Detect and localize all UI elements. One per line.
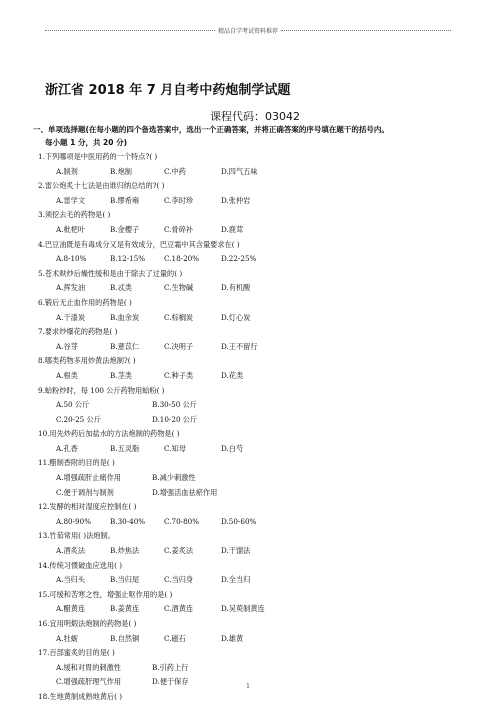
answer-option: B.缪希雍: [110, 195, 140, 205]
question-stem: 9.蛤粉炒时，每 100 公斤药物用蛤粉( ): [38, 385, 165, 395]
answer-option: B.薏苡仁: [110, 341, 140, 351]
question-stem: 16.宜用明煅法炮制的药物是( ): [38, 619, 137, 628]
answer-option: A.根类: [56, 370, 78, 380]
answer-option: C.棕榈炭: [164, 312, 194, 322]
option-row: [46, 602, 466, 617]
page-header: [45, 24, 451, 36]
answer-option: A.谷芽: [56, 341, 78, 351]
option-row: [46, 223, 466, 238]
question-stem: 6.锻后无止血作用的药物是( ): [38, 297, 132, 307]
option-row: [46, 369, 466, 384]
question-stem: 7.要求炒爆花的药物是( ): [38, 327, 118, 337]
answer-option: D.便于保存: [152, 677, 189, 687]
answer-option: D.10-20 公斤: [152, 414, 198, 424]
answer-option: A.制剂: [56, 166, 78, 176]
question-stem: 3.须挖去毛的药物是( ): [38, 210, 111, 220]
question-stem: 11.醋制香附的目的是( ): [38, 458, 115, 468]
answer-option: A.干漆炭: [56, 312, 86, 322]
option-row: [46, 573, 466, 588]
question-stem: 1.下列哪项是中医用药的一个特点?( ): [38, 152, 158, 161]
answer-option: C.当归身: [164, 575, 194, 585]
answer-option: B.血余炭: [110, 312, 140, 322]
answer-option: C.骨碎补: [164, 224, 194, 234]
answer-option: C.酒黄连: [164, 604, 194, 614]
option-row: [46, 398, 466, 413]
answer-option: D.雄黄: [221, 633, 244, 643]
answer-option: A.醋黄连: [56, 604, 86, 614]
answer-option: B.减少刺激性: [152, 473, 196, 483]
answer-option: A.当归头: [56, 575, 86, 585]
option-row: [46, 515, 466, 530]
answer-option: D.白芍: [221, 443, 244, 453]
option-row: [46, 194, 466, 209]
answer-option: A.雷学文: [56, 195, 86, 205]
answer-option: C.磁石: [164, 633, 186, 643]
answer-option: D.张仲岩: [221, 195, 251, 205]
answer-option: C.增强疏肝理气作用: [56, 677, 122, 687]
question-stem: 2.雷公炮炙十七法是由谁归纳总结的?( ): [38, 181, 165, 191]
option-row: [46, 632, 466, 647]
question-stem: 14.传统习惯破血应选用( ): [38, 560, 123, 570]
answer-option: D.四气五味: [221, 166, 258, 176]
answer-option: D.吴萸制黄连: [221, 604, 265, 614]
option-row: [46, 340, 466, 355]
answer-option: A.80-90%: [56, 516, 92, 526]
option-row: [46, 442, 466, 457]
option-row: [46, 471, 466, 486]
header-dots-left: [45, 30, 215, 31]
answer-option: C.生物碱: [164, 283, 194, 293]
option-row: [46, 544, 466, 559]
answer-option: A.牡蛎: [56, 633, 78, 643]
answer-option: C.姜炙法: [164, 546, 194, 556]
answer-option: D.全当归: [221, 575, 251, 585]
answer-option: B.姜黄连: [110, 604, 140, 614]
question-stem: 17.百部蜜炙的目的是( ): [38, 648, 115, 658]
answer-option: B.茎类: [110, 370, 132, 380]
question-stem: 12.发酵的相对湿度应控制在( ): [38, 502, 137, 512]
option-row: [46, 165, 466, 180]
exam-title: 浙江省 2018 年 7 月自考中药炮制学试题: [45, 83, 291, 98]
answer-option: B.忒类: [110, 283, 132, 293]
answer-option: C.知母: [164, 443, 186, 453]
course-code: 课程代码：03042: [210, 110, 300, 123]
option-row: [46, 486, 466, 501]
option-row: [46, 252, 466, 267]
question-stem: 13.竹茹常用( )法炮制。: [38, 531, 115, 541]
answer-option: B.五灵脂: [110, 443, 140, 453]
option-row: [46, 661, 466, 676]
answer-option: B.30-50 公斤: [152, 400, 197, 410]
question-stem: 5.苍术麸炒后燥性缓和是由于除去了过量的( ): [38, 268, 183, 278]
answer-option: D.增强活血祛瘀作用: [152, 487, 218, 497]
section-heading-line-2: 每小题 1 分，共 20 分): [45, 137, 128, 147]
answer-option: D.50-60%: [221, 516, 257, 526]
answer-option: A.增强疏肝止痛作用: [56, 473, 121, 483]
answer-option: C.种子类: [164, 370, 194, 380]
answer-option: B.30-40%: [110, 516, 146, 526]
question-list: [38, 150, 466, 705]
option-row: [46, 413, 466, 428]
section-heading: [33, 124, 473, 149]
option-row: [46, 281, 466, 296]
answer-option: A.枇杷叶: [56, 224, 86, 234]
answer-option: D.干馏法: [221, 546, 251, 556]
question-stem: 8.哪类药物多用炒黄法炮制?( ): [38, 356, 136, 366]
answer-option: D.22-25%: [221, 254, 257, 264]
answer-option: D.鹿茸: [221, 224, 244, 234]
answer-option: B.当归尾: [110, 575, 140, 585]
answer-option: A.缓和对胃的刺激性: [56, 662, 121, 672]
answer-option: B.12-15%: [110, 254, 146, 264]
question-stem: 15.可缓和苦寒之性，增强止呕作用的是( ): [38, 589, 173, 599]
answer-option: C.18-20%: [164, 254, 200, 264]
answer-option: B.炒焦法: [110, 546, 140, 556]
answer-option: A.50 公斤: [56, 400, 90, 410]
answer-option: A.8-10%: [56, 254, 87, 264]
question-stem: 18.生地黄制成熟地黄后( ): [38, 691, 123, 701]
answer-option: C.李时珍: [164, 195, 194, 205]
header-text: 精品自学考试资料推荐: [218, 27, 279, 35]
answer-option: C.便于调剂与制剂: [56, 487, 114, 497]
answer-option: A.孔香: [56, 443, 78, 453]
answer-option: B.炮制: [110, 166, 132, 176]
answer-option: D.有机酸: [221, 283, 251, 293]
answer-option: B.金樱子: [110, 224, 140, 234]
answer-option: D.王不留行: [221, 341, 258, 351]
answer-option: C.决明子: [164, 341, 194, 351]
page-number: 1: [246, 683, 250, 690]
question-stem: 4.巴豆油既是有毒成分又是有效成分，巴豆霜中其含量要求在( ): [38, 239, 240, 249]
section-heading-line-1: 一、单项选择题(在每小题的四个备选答案中，选出一个正确答案，并将正确答案的序号填在题干的括号内。: [33, 125, 389, 134]
question-stem: 10.用先炒药后加盐水的方法炮制的药物是( ): [38, 429, 180, 439]
answer-option: B.引药上行: [152, 662, 189, 672]
answer-option: D.灯心炭: [221, 312, 251, 322]
answer-option: D.花类: [221, 370, 244, 380]
answer-option: A.挥发油: [56, 283, 86, 293]
answer-option: C.20-25 公斤: [56, 414, 101, 424]
answer-option: B.自然铜: [110, 633, 140, 643]
answer-option: A.酒炙法: [56, 546, 86, 556]
option-row: [46, 311, 466, 326]
answer-option: C.中药: [164, 166, 186, 176]
answer-option: C.70-80%: [164, 516, 200, 526]
header-dots-right: [281, 30, 451, 31]
